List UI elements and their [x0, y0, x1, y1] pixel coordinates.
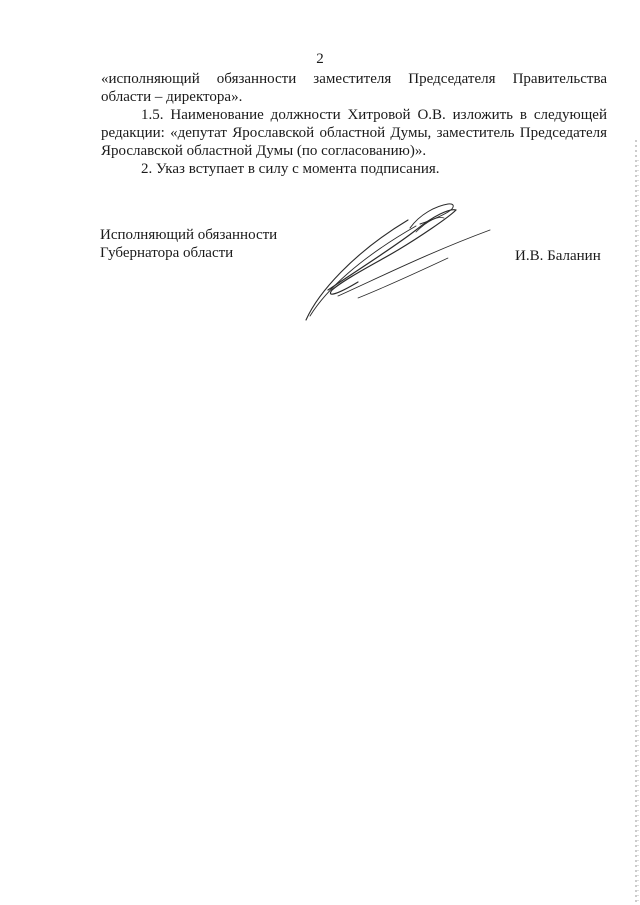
page-number: 2: [316, 51, 324, 67]
handwritten-signature: [298, 198, 498, 328]
paragraph-1: [101, 70, 607, 106]
signer-position-line-1: Исполняющий обязанности: [100, 227, 278, 243]
paragraph-2: [101, 106, 607, 160]
paragraph-2-line-3: Ярославской областной Думы (по согласованию)».: [101, 143, 427, 159]
signer-position-line-2: Губернатора области: [100, 245, 234, 261]
scan-edge-artifact: [628, 140, 640, 905]
signer-name: И.В. Баланин: [515, 248, 601, 264]
document-body: [101, 70, 607, 178]
paragraph-2-line-1: 1.5. Наименование должности Хитровой О.В. изложить в следующей: [141, 107, 607, 123]
paragraph-3: [101, 160, 607, 178]
paragraph-2-line-2: редакции: «депутат Ярославской областной Думы, заместитель Председателя: [101, 125, 607, 141]
signer-position: [100, 226, 277, 262]
paragraph-3-line-1: 2. Указ вступает в силу с момента подписания.: [141, 161, 440, 177]
paragraph-1-line-1: «исполняющий обязанности заместителя Председателя Правительства: [101, 71, 607, 87]
paragraph-1-line-2: области – директора».: [101, 89, 243, 105]
